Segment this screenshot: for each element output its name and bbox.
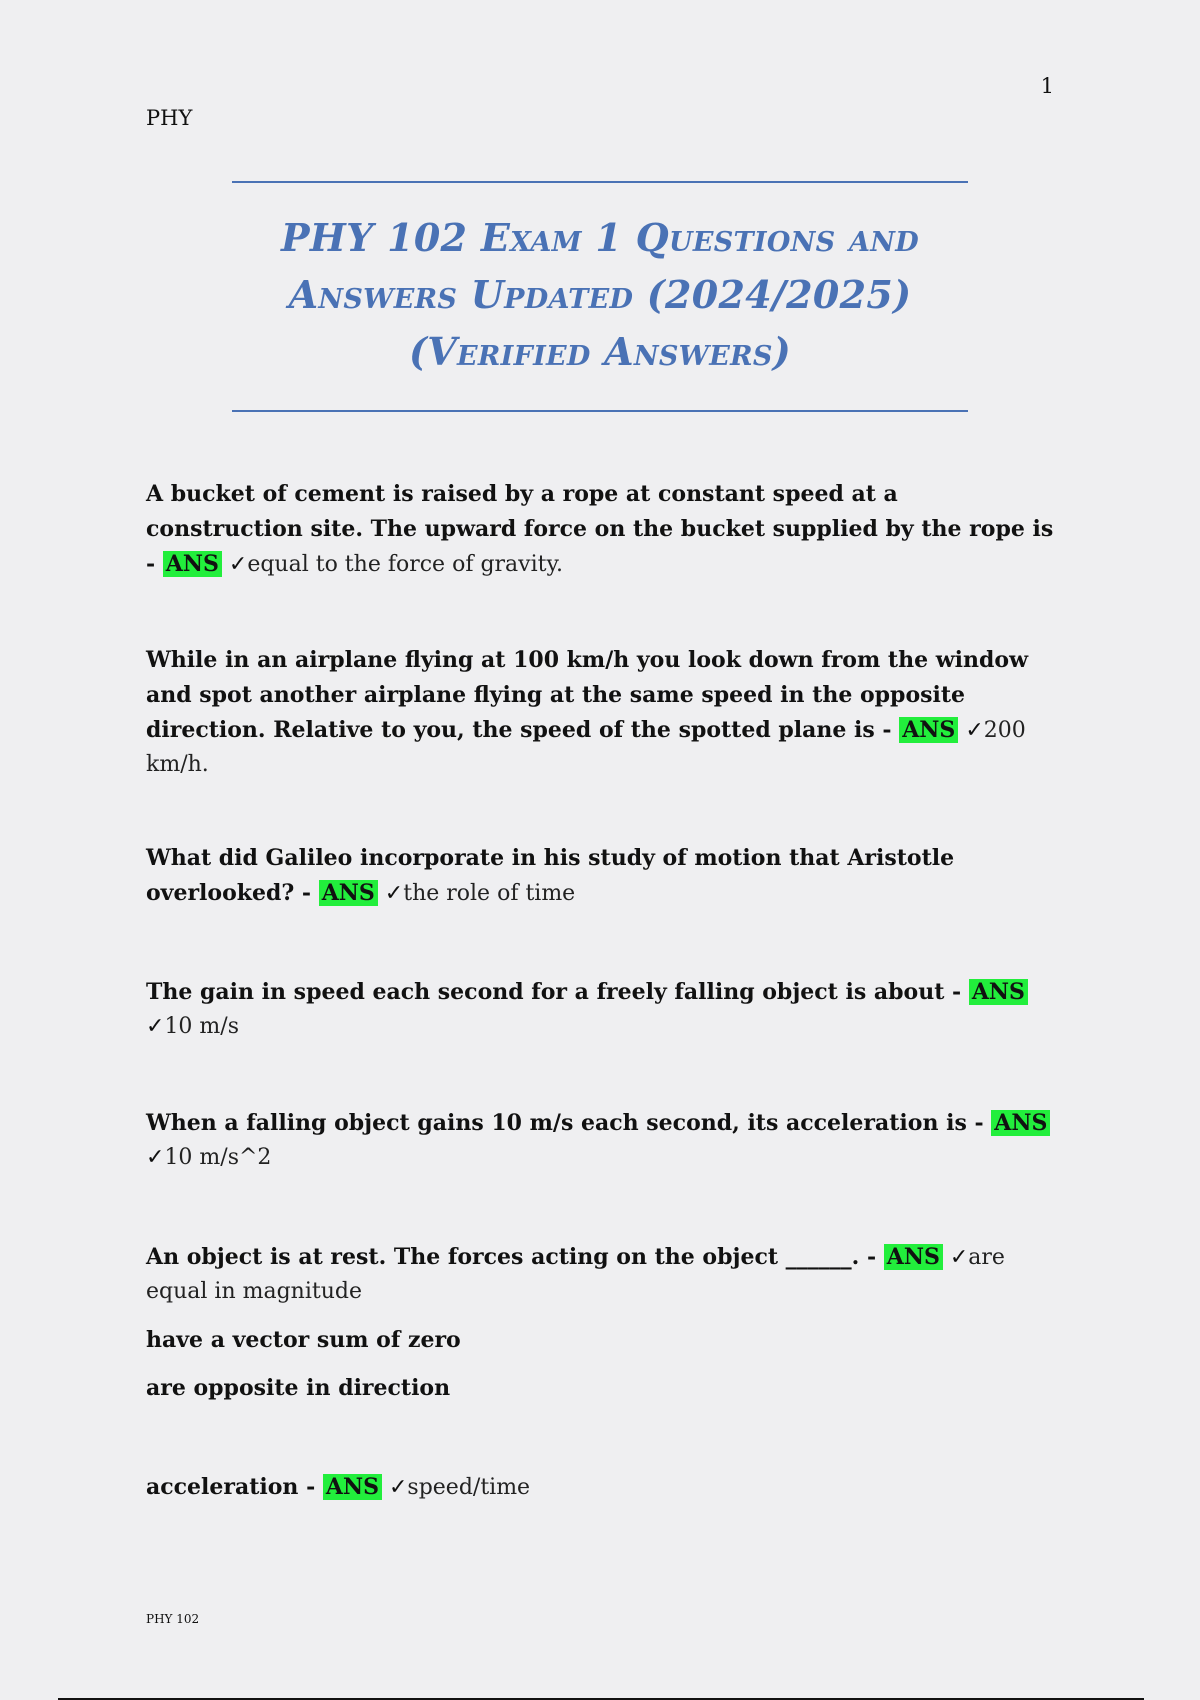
qa-item-5 [146,1106,1056,1175]
ans-badge: ANS [323,1474,382,1500]
qa-item-2 [146,643,1056,782]
answer-text: 10 m/s [164,1014,239,1039]
check-icon: ✓ [146,1145,165,1170]
check-icon: ✓ [146,1014,165,1039]
question-text: While in an airplane flying at 100 km/h you look down from the window and spot another airplane flying at the same speed in the opposite direction. Relative to you, the speed of the spotted plane is - [146,647,1029,743]
check-icon: ✓ [949,1245,969,1270]
ans-badge: ANS [163,551,222,577]
document-title [232,209,968,380]
question-text: When a falling object gains 10 m/s each second, its acceleration is - [146,1110,992,1136]
answer-text: 10 m/s^2 [164,1145,272,1170]
question-text: A bucket of cement is raised by a rope at constant speed at a construction site. The upward force on the bucket supplied by the rope is - [146,481,1054,577]
check-icon: ✓ [228,552,248,577]
title-block [232,181,968,412]
page-number: 1 [1040,74,1054,98]
title-line-2: Answers Updated (2024/2025) [288,272,912,317]
answer-text: 200 km/h. [146,718,1026,777]
answer-option: have a vector sum of zero [146,1327,461,1353]
check-icon: ✓ [965,718,984,743]
question-text: acceleration - [146,1474,323,1500]
answer-text: are equal in magnitude [146,1245,1005,1304]
title-line-1: PHY 102 Exam 1 Questions and [281,215,919,260]
ans-badge: ANS [899,717,958,743]
answer-text: equal to the force of gravity. [247,552,563,577]
answer-text: speed/time [407,1475,531,1500]
footer-text: PHY 102 [146,1612,200,1626]
question-text: The gain in speed each second for a freely falling object is about - [146,979,969,1005]
header-text: PHY [146,106,193,130]
ans-badge: ANS [884,1244,943,1270]
answer-option: are opposite in direction [146,1375,451,1401]
check-icon: ✓ [388,1475,408,1500]
qa-item-1 [146,477,1056,582]
qa-item-4 [146,975,1056,1044]
ans-badge: ANS [969,979,1028,1005]
qa-item-6 [146,1240,1056,1405]
answer-text: the role of time [403,881,576,906]
title-line-3: (Verified Answers) [408,329,791,374]
qa-item-3 [146,841,1056,911]
ans-badge: ANS [319,880,378,906]
check-icon: ✓ [384,881,404,906]
qa-item-7 [146,1470,1056,1505]
question-text: An object is at rest. The forces acting on the object ______. - [146,1244,884,1270]
question-text: What did Galileo incorporate in his study of motion that Aristotle overlooked? - [146,845,955,906]
ans-badge: ANS [991,1110,1050,1136]
